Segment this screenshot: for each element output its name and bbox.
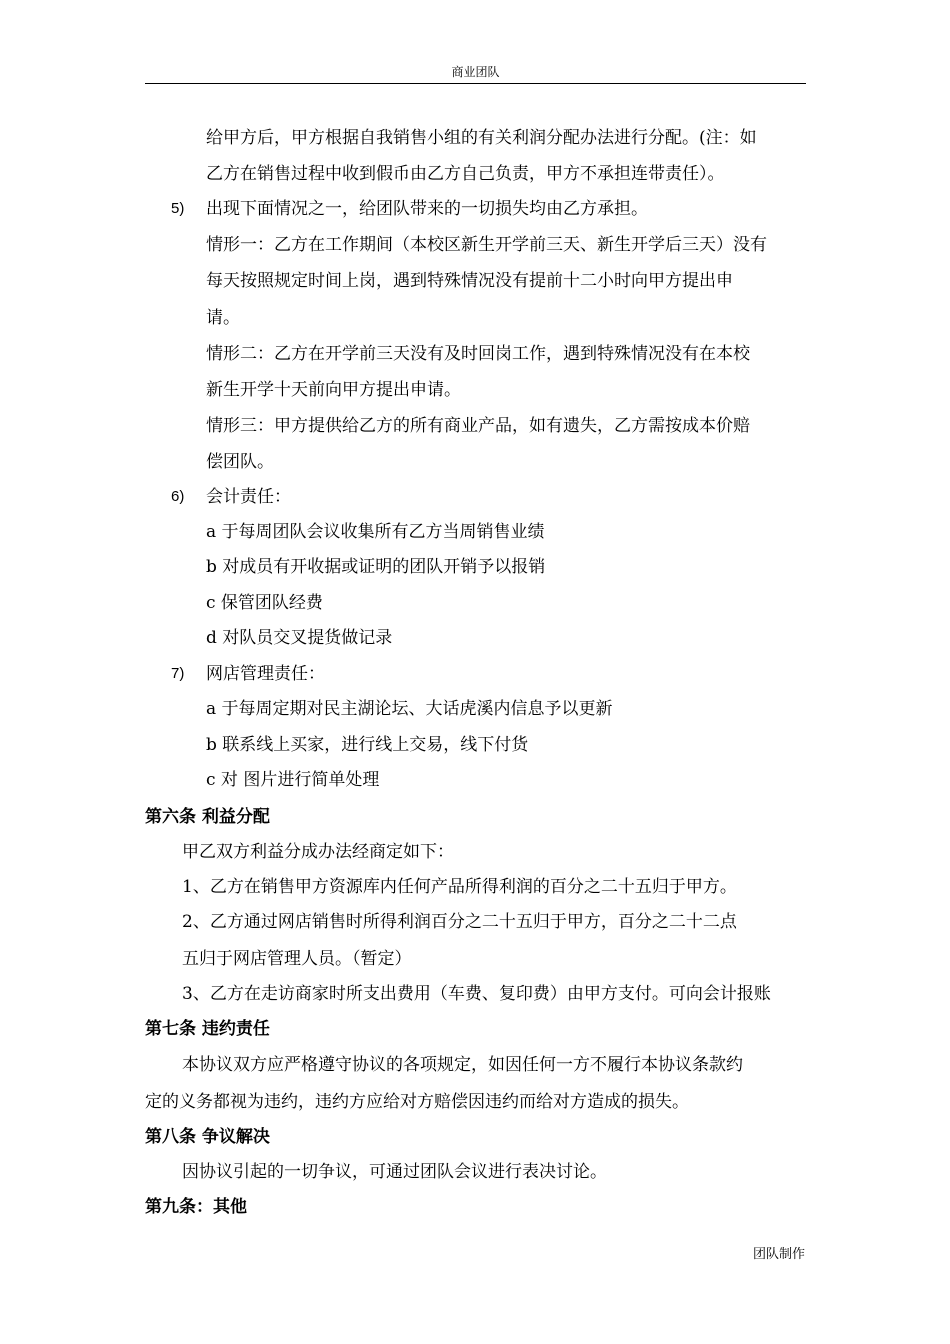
paragraph-line: 3、乙方在走访商家时所支出费用（车费、复印费）由甲方支付。可向会计报账 xyxy=(182,984,771,1004)
paragraph-line: 乙方在销售过程中收到假币由乙方自己负责，甲方不承担连带责任）。 xyxy=(206,164,725,184)
page-header: 商业团队 xyxy=(451,65,500,79)
paragraph-line: 因协议引起的一切争议，可通过团队会议进行表决讨论。 xyxy=(182,1162,607,1182)
section-heading: 第八条 争议解决 xyxy=(145,1127,270,1147)
paragraph-line: 1、乙方在销售甲方资源库内任何产品所得利润的百分之二十五归于甲方。 xyxy=(182,877,737,897)
paragraph-line: 每天按照规定时间上岗，遇到特殊情况没有提前十二小时向甲方提出申 xyxy=(206,271,733,291)
header-rule xyxy=(145,83,806,84)
sub-item: b 对成员有开收据或证明的团队开销予以报销 xyxy=(206,557,546,577)
paragraph-line: 情形二：乙方在开学前三天没有及时回岗工作，遇到特殊情况没有在本校 xyxy=(206,344,750,364)
paragraph-line: 新生开学十天前向甲方提出申请。 xyxy=(206,380,461,400)
paragraph-line: 偿团队。 xyxy=(206,452,274,472)
list-number: 5) xyxy=(171,200,185,217)
paragraph-line: 2、乙方通过网店销售时所得利润百分之二十五归于甲方，百分之二十二点 xyxy=(182,912,737,932)
sub-item: d 对队员交叉提货做记录 xyxy=(206,628,393,648)
sub-item: a 于每周定期对民主湖论坛、大话虎溪内信息予以更新 xyxy=(206,699,613,719)
paragraph-line: 情形三：甲方提供给乙方的所有商业产品，如有遗失，乙方需按成本价赔 xyxy=(206,416,750,436)
paragraph-line: 情形一：乙方在工作期间（本校区新生开学前三天、新生开学后三天）没有 xyxy=(206,235,767,255)
paragraph-line: 甲乙双方利益分成办法经商定如下： xyxy=(182,842,454,862)
page-footer: 团队制作 xyxy=(752,1247,805,1262)
sub-item: c 保管团队经费 xyxy=(206,593,323,613)
list-item-text: 会计责任： xyxy=(206,487,291,507)
list-item-text: 出现下面情况之一，给团队带来的一切损失均由乙方承担。 xyxy=(206,199,648,219)
sub-item: c 对 图片进行简单处理 xyxy=(206,770,380,790)
paragraph-line: 给甲方后，甲方根据自我销售小组的有关利润分配办法进行分配。(注：如 xyxy=(206,128,757,148)
list-item-text: 网店管理责任： xyxy=(206,664,325,684)
section-heading: 第六条 利益分配 xyxy=(145,807,270,827)
list-number: 6) xyxy=(171,488,185,505)
section-heading: 第九条：其他 xyxy=(145,1197,247,1217)
sub-item: b 联系线上买家，进行线上交易，线下付货 xyxy=(206,735,529,755)
paragraph-line: 请。 xyxy=(206,308,240,328)
paragraph-line: 五归于网店管理人员。（暂定） xyxy=(182,949,412,969)
list-number: 7) xyxy=(171,665,185,682)
section-heading: 第七条 违约责任 xyxy=(145,1019,270,1039)
sub-item: a 于每周团队会议收集所有乙方当周销售业绩 xyxy=(206,522,545,542)
paragraph-line: 定的义务都视为违约，违约方应给对方赔偿因违约而给对方造成的损失。 xyxy=(145,1092,689,1112)
paragraph-line: 本协议双方应严格遵守协议的各项规定，如因任何一方不履行本协议条款约 xyxy=(182,1055,743,1075)
